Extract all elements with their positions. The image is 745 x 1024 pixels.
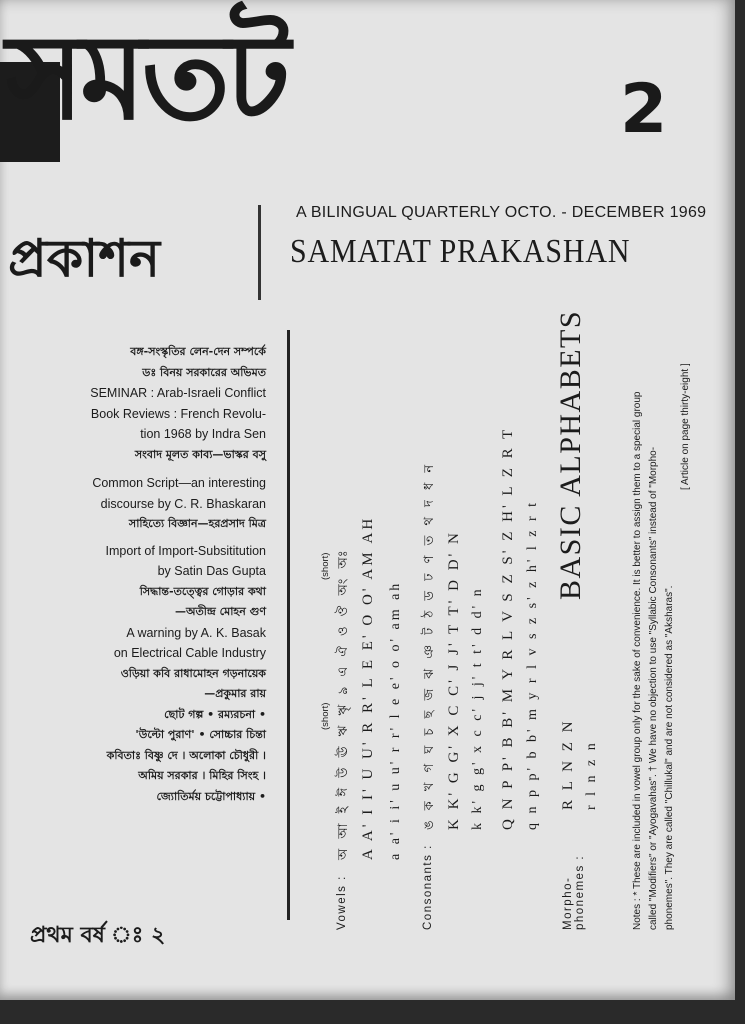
basic-alphabets-heading: BASIC ALPHABETS xyxy=(554,309,587,600)
toc-line: on Electrical Cable Industry xyxy=(113,646,266,660)
alphabet-chart xyxy=(320,309,710,930)
consonants-roman-1: K K' G G' X C C' J J' T T' D D' N xyxy=(446,530,462,830)
toc-line: —অতীন্দ্র মোহন গুণ xyxy=(175,605,266,618)
top-divider xyxy=(258,205,261,300)
morpho-label: Morpho- phonemes : xyxy=(562,854,586,930)
toc-line: সিদ্ধান্ত-তত্ত্বের গোড়ার কথা xyxy=(139,584,266,598)
toc-line: tion 1968 by Indra Sen xyxy=(140,427,266,441)
toc-line: Import of Import-Subsititution xyxy=(105,543,266,558)
toc-line: জ্যোতির্ময় চট্টোপাধ্যায় • xyxy=(156,789,266,803)
toc-line: by Satin Das Gupta xyxy=(157,564,266,578)
toc-line: Common Script—an interesting xyxy=(92,476,266,490)
morpho-small: r l n z n xyxy=(584,740,599,810)
toc-line: Book Reviews : French Revolu- xyxy=(90,406,266,421)
toc-line: অমিয় সরকার । মিহির সিংহ । xyxy=(138,769,266,782)
short-label: (short) xyxy=(320,702,331,730)
notes-line-3: phonemes". They are called "Chillukal" and are not considered as "Aksharas". xyxy=(664,585,675,930)
article-reference: [ Article on page thirty-eight ] xyxy=(680,363,691,490)
short-label: (short) xyxy=(320,552,331,580)
vowels-roman: A A' I I' U U' R R' L E E' O O' AM AH xyxy=(360,515,376,860)
consonants-roman-2: Q N P P' B B' M Y R L V S Z S' Z H' L Z R T xyxy=(500,426,516,830)
toc-line: discourse by C. R. Bhaskaran xyxy=(100,496,266,511)
toc-line: SEMINAR : Arab-Israeli Conflict xyxy=(90,386,266,400)
vowels-label: Vowels : xyxy=(336,875,348,930)
masthead-title: সমতট xyxy=(6,8,287,146)
year-label: প্রথম বর্ষ ঃ ২ xyxy=(30,923,166,948)
subtitle: A BILINGUAL QUARTERLY OCTO. - DECEMBER 1969 xyxy=(296,204,707,221)
toc-line: ওড়িয়া কবি রাধামোহন গড়নায়েক xyxy=(120,666,266,680)
consonants-small-1: k k' g g' x c c' j j' t t' d d' n xyxy=(470,586,485,830)
toc-line: কবিতাঃ বিষ্ণু দে । অলোকা চৌধুরী । xyxy=(106,748,266,762)
consonants-label: Consonants : xyxy=(422,844,434,930)
table-of-contents xyxy=(20,342,266,807)
toc-line: ডঃ বিনয় সরকারের অভিমত xyxy=(142,365,266,379)
consonants-bengali: ঙ ক খ গ ঘ চ ছ জ ঝ ঞ ট ঠ ড ঢ ণ ত থ দ ধ ন xyxy=(422,461,437,830)
vowels-bengali: অ আ ই ঈ উ ঊ ঋ ৠ ঌ এ ঐ ও ঔ অং অঃ xyxy=(336,547,351,860)
consonants-small-2: q n p p' b b' m y r l v s z s' z h' l z r t xyxy=(525,499,540,830)
issue-number: 2 xyxy=(620,70,668,149)
main-divider xyxy=(287,330,290,920)
notes-line-2: called "Modifiers" or "Ayogavahas". † We have no objection to use "Syllabic Consonants" instead of "Morpho- xyxy=(648,446,659,930)
toc-line: 'উল্টো পুরাণ' • সোচ্চার চিন্তা xyxy=(135,728,266,741)
toc-line: বঙ্গ-সংস্কৃতির লেন-দেন সম্পর্কে xyxy=(130,345,266,358)
publisher-title: প্রকাশন xyxy=(8,229,161,289)
vowels-small: a a' i i' u u' r r' l e e' o o' am ah xyxy=(388,580,403,860)
toc-line: A warning by A. K. Basak xyxy=(126,625,266,640)
toc-line: —প্রকুমার রায় xyxy=(204,687,266,700)
toc-line: ছোট গল্প • রম্যরচনা • xyxy=(164,707,266,721)
notes-line-1: Notes : * These are included in vowel group only for the sake of convenience. It is better to assign them to a special group xyxy=(632,391,643,930)
english-title: SAMATAT PRAKASHAN xyxy=(290,233,631,270)
toc-line: সাহিত্যে বিজ্ঞান—হরপ্রসাদ মিত্র xyxy=(128,517,266,530)
toc-line: সংবাদ মূলত কাব্য—ভাস্কর বসু xyxy=(134,447,266,461)
morpho-roman: R L N Z N xyxy=(560,718,576,810)
